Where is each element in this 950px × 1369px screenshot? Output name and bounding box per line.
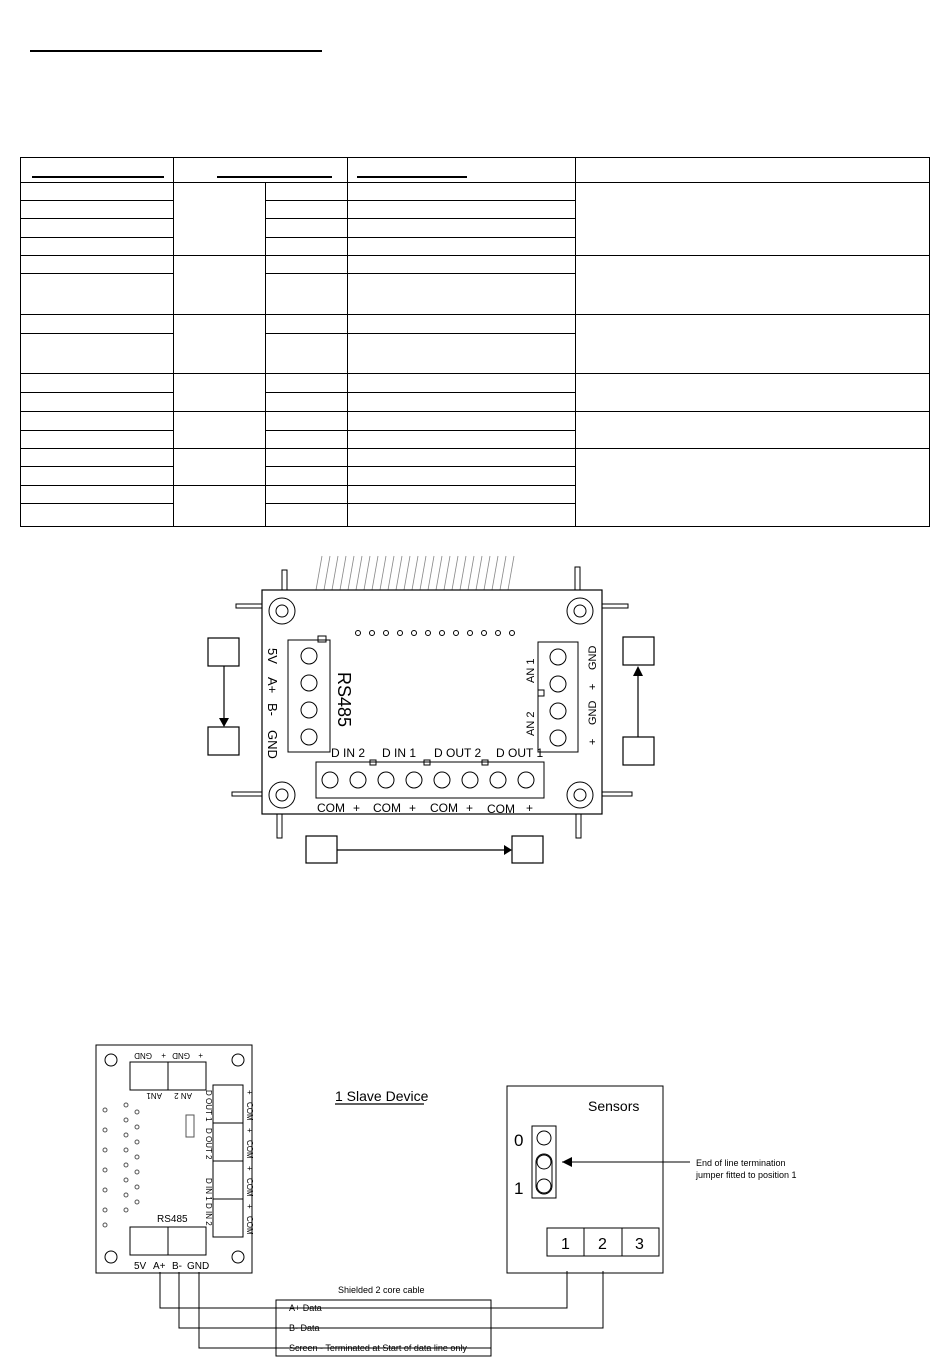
board2-din2-label: D IN 2	[204, 1203, 213, 1226]
an-pin-3: GND	[587, 700, 599, 725]
rs485-pin-gnd: GND	[265, 730, 280, 759]
sensors-title: Sensors	[588, 1098, 640, 1114]
board2-an1-label: AN1	[146, 1091, 162, 1100]
board2-right-pin-5: +	[245, 1166, 254, 1171]
an-pin-2: +	[587, 683, 599, 690]
cable-label: Shielded 2 core cable	[338, 1285, 425, 1295]
board2-outline	[96, 1045, 252, 1273]
an-pin-4: +	[587, 738, 599, 745]
bottom-pin-1: COM	[317, 801, 345, 815]
bottom-pin-4: +	[409, 801, 417, 815]
bottom-pin-8: +	[526, 801, 534, 815]
jumper-note-line2: jumper fitted to position 1	[696, 1170, 797, 1180]
board2-right-pin-6: COM	[245, 1178, 254, 1197]
board2-dout1-label: D OUT 1	[204, 1090, 213, 1122]
an-pin-1: GND	[587, 645, 599, 670]
bottom-pin-2: +	[353, 801, 361, 815]
wire-screen-label: Screen - Terminated at Start of data line only	[289, 1343, 467, 1353]
board2-rs485-pin-5v: 5V	[134, 1261, 147, 1272]
bottom-pin-5: COM	[430, 801, 458, 815]
an1-label: AN 1	[525, 658, 537, 683]
board1-diagram	[0, 540, 950, 880]
board2-an2-label: AN 2	[174, 1091, 192, 1100]
board2-an-pin-1: GND	[134, 1051, 152, 1060]
table-row-lines	[20, 201, 930, 504]
board2-rs485-title: RS485	[157, 1214, 188, 1225]
dout1-label: D OUT 1	[496, 746, 544, 760]
header-holes	[356, 631, 515, 636]
board2-an-pin-4: +	[198, 1051, 203, 1060]
din2-label: D IN 2	[331, 746, 366, 760]
table-header-underlines	[32, 176, 467, 178]
board2-dout2-label: D OUT 2	[204, 1128, 213, 1160]
dout2-label: D OUT 2	[434, 746, 482, 760]
an2-label: AN 2	[525, 711, 537, 736]
board2-an-pin-2: +	[161, 1051, 166, 1060]
table-border	[21, 158, 930, 527]
terminal-2: 2	[598, 1236, 607, 1253]
digital-connector	[316, 760, 544, 798]
din1-label: D IN 1	[382, 746, 417, 760]
terminal-3: 3	[635, 1236, 644, 1253]
board2-holes	[103, 1103, 139, 1227]
board2-an-pin-3: GND	[172, 1051, 190, 1060]
rs485-connector	[288, 636, 330, 752]
rs485-title: RS485	[334, 672, 354, 728]
wire-b-label: B- Data	[289, 1323, 320, 1333]
wire-a-label: A+ Data	[289, 1303, 322, 1313]
ribbon-cable	[316, 556, 514, 590]
board-outline	[262, 590, 602, 814]
board2-right-pin-3: +	[245, 1128, 254, 1133]
board2-right-pin-8: COM	[245, 1216, 254, 1235]
jumper-note-line1: End of line termination	[696, 1158, 786, 1168]
board2-right-pin-1: +	[245, 1090, 254, 1095]
board2-rs485-pin-a: A+	[153, 1261, 166, 1272]
board2-right-pin-7: +	[245, 1204, 254, 1209]
jumper-position-0: 0	[514, 1131, 524, 1150]
board2-rs485-pin-gnd: GND	[187, 1261, 210, 1272]
rs485-pin-5v: 5V	[265, 648, 280, 664]
terminal-1: 1	[561, 1236, 570, 1253]
bottom-pin-7: COM	[487, 802, 515, 816]
an-connector	[538, 642, 578, 752]
bottom-pin-6: +	[466, 801, 474, 815]
board2-right-pin-2: COM	[245, 1102, 254, 1121]
board2-rs485-pin-b: B-	[172, 1261, 182, 1272]
bottom-pin-3: COM	[373, 801, 401, 815]
wiring-diagram	[0, 1030, 950, 1369]
board2-din1-label: D IN 1	[204, 1178, 213, 1201]
standoff-tabs	[232, 567, 632, 838]
rs485-pin-b: B-	[265, 703, 280, 716]
board2-right-pin-4: COM	[245, 1140, 254, 1159]
pin-table	[0, 0, 950, 540]
rs485-pin-a: A+	[265, 677, 280, 694]
jumper-position-1: 1	[514, 1179, 524, 1198]
wiring-title: 1 Slave Device	[335, 1088, 429, 1104]
